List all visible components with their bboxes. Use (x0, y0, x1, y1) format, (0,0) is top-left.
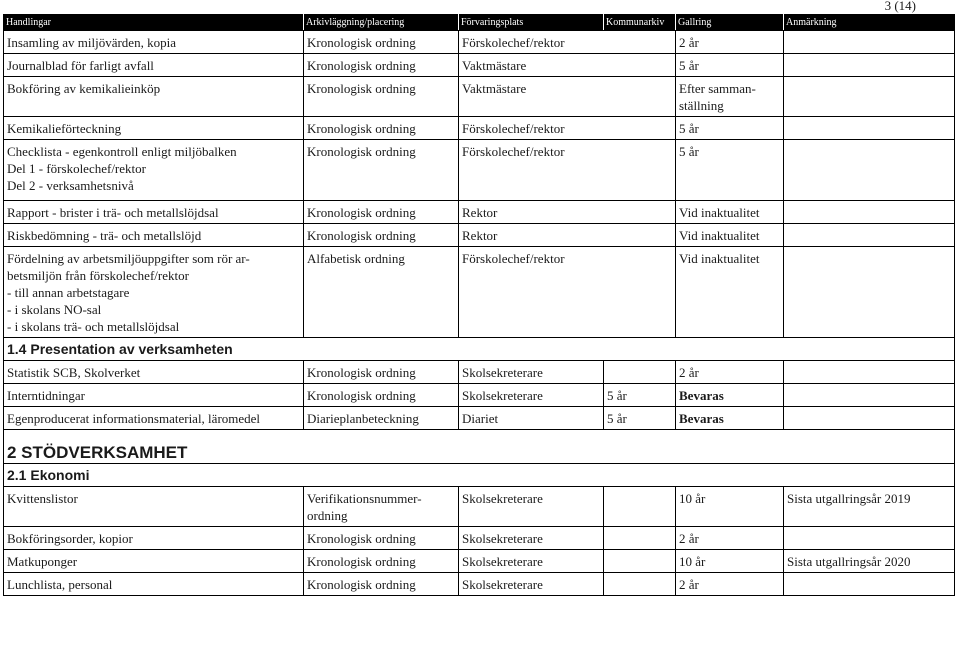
table-row (4, 201, 955, 224)
table-row (4, 247, 955, 338)
table-row (4, 361, 955, 384)
cell-handling: Journalblad för farligt avfall (4, 54, 304, 77)
cell-handling: Riskbedömning - trä- och metallslöjd (4, 224, 304, 247)
section-heading-row (4, 464, 955, 487)
column-header-arkivlaggning: Arkivläggning/placering (304, 15, 459, 31)
cell-gallring: Efter samman- ställning (676, 77, 784, 117)
archive-table (3, 14, 955, 596)
cell-plats: Skolsekreterare (459, 573, 604, 596)
cell-ordning: Kronologisk ordning (304, 384, 459, 407)
cell-anmarkning (784, 384, 955, 407)
cell-gallring: 5 år (676, 140, 784, 201)
cell-handling: Kemikalieförteckning (4, 117, 304, 140)
section-heading-row (4, 430, 955, 464)
cell-gallring: Bevaras (676, 384, 784, 407)
section-heading-2: 2 STÖDVERKSAMHET (4, 430, 955, 464)
cell-plats: Förskolechef/rektor (459, 247, 676, 338)
cell-gallring: 2 år (676, 31, 784, 54)
cell-ordning: Kronologisk ordning (304, 361, 459, 384)
table-row (4, 117, 955, 140)
cell-kommunarkiv: 5 år (604, 407, 676, 430)
cell-ordning: Kronologisk ordning (304, 573, 459, 596)
cell-plats: Skolsekreterare (459, 487, 604, 527)
cell-ordning: Alfabetisk ordning (304, 247, 459, 338)
cell-ordning: Kronologisk ordning (304, 54, 459, 77)
cell-plats: Diariet (459, 407, 604, 430)
table-row (4, 527, 955, 550)
cell-handling: Matkuponger (4, 550, 304, 573)
cell-gallring: 2 år (676, 527, 784, 550)
cell-gallring: 2 år (676, 361, 784, 384)
table-row (4, 54, 955, 77)
cell-anmarkning (784, 140, 955, 201)
cell-kommunarkiv (604, 361, 676, 384)
cell-plats: Förskolechef/rektor (459, 117, 676, 140)
cell-ordning: Kronologisk ordning (304, 224, 459, 247)
cell-gallring: 10 år (676, 550, 784, 573)
column-header-kommunarkiv: Kommunarkiv (604, 15, 676, 31)
cell-plats: Förskolechef/rektor (459, 31, 676, 54)
cell-handling: Statistik SCB, Skolverket (4, 361, 304, 384)
table-row (4, 487, 955, 527)
cell-anmarkning (784, 54, 955, 77)
cell-gallring: Vid inaktualitet (676, 201, 784, 224)
cell-plats: Skolsekreterare (459, 384, 604, 407)
cell-gallring: 10 år (676, 487, 784, 527)
column-header-anmarkning: Anmärkning (784, 15, 955, 31)
table-row (4, 224, 955, 247)
cell-kommunarkiv (604, 573, 676, 596)
cell-plats: Skolsekreterare (459, 361, 604, 384)
cell-kommunarkiv (604, 487, 676, 527)
cell-plats: Rektor (459, 224, 676, 247)
table-row (4, 140, 955, 201)
table-row (4, 407, 955, 430)
cell-anmarkning: Sista utgallringsår 2019 (784, 487, 955, 527)
section-heading-row (4, 338, 955, 361)
cell-ordning: Kronologisk ordning (304, 201, 459, 224)
cell-handling: Fördelning av arbetsmiljöuppgifter som rör ar- betsmiljön från förskolechef/rektor - till annan arbetstagare - i skolans NO-sal - i skolans trä- och metallslöjdsal (4, 247, 304, 338)
cell-gallring: Bevaras (676, 407, 784, 430)
section-heading-2-1: 2.1 Ekonomi (4, 464, 955, 487)
cell-anmarkning (784, 77, 955, 117)
cell-anmarkning (784, 573, 955, 596)
cell-gallring: 5 år (676, 117, 784, 140)
cell-handling: Bokföring av kemikalieinköp (4, 77, 304, 117)
cell-ordning: Kronologisk ordning (304, 140, 459, 201)
cell-ordning: Kronologisk ordning (304, 550, 459, 573)
cell-kommunarkiv (604, 550, 676, 573)
cell-plats: Vaktmästare (459, 77, 676, 117)
cell-ordning: Diarieplanbeteckning (304, 407, 459, 430)
cell-handling: Checklista - egenkontroll enligt miljöbalken Del 1 - förskolechef/rektor Del 2 - verksamhetsnivå (4, 140, 304, 201)
cell-kommunarkiv: 5 år (604, 384, 676, 407)
column-header-handlingar: Handlingar (4, 15, 304, 31)
cell-ordning: Verifikationsnummer- ordning (304, 487, 459, 527)
cell-plats: Rektor (459, 201, 676, 224)
cell-ordning: Kronologisk ordning (304, 117, 459, 140)
cell-anmarkning (784, 31, 955, 54)
table-header-row (4, 15, 955, 31)
column-header-gallring: Gallring (676, 15, 784, 31)
table-row (4, 384, 955, 407)
cell-gallring: 5 år (676, 54, 784, 77)
cell-plats: Förskolechef/rektor (459, 140, 676, 201)
cell-plats: Skolsekreterare (459, 550, 604, 573)
cell-ordning: Kronologisk ordning (304, 77, 459, 117)
cell-handling: Kvittenslistor (4, 487, 304, 527)
cell-gallring: 2 år (676, 573, 784, 596)
section-heading-1-4: 1.4 Presentation av verksamheten (4, 338, 955, 361)
cell-kommunarkiv (604, 527, 676, 550)
cell-anmarkning (784, 247, 955, 338)
cell-handling: Lunchlista, personal (4, 573, 304, 596)
cell-anmarkning (784, 224, 955, 247)
cell-plats: Vaktmästare (459, 54, 676, 77)
cell-ordning: Kronologisk ordning (304, 31, 459, 54)
table-row (4, 77, 955, 117)
cell-handling: Egenproducerat informationsmaterial, läromedel (4, 407, 304, 430)
column-header-forvaringsplats: Förvaringsplats (459, 15, 604, 31)
cell-anmarkning (784, 117, 955, 140)
cell-gallring: Vid inaktualitet (676, 224, 784, 247)
cell-ordning: Kronologisk ordning (304, 527, 459, 550)
page-number: 3 (14) (884, 0, 916, 13)
cell-handling: Rapport - brister i trä- och metallslöjdsal (4, 201, 304, 224)
cell-plats: Skolsekreterare (459, 527, 604, 550)
cell-anmarkning (784, 407, 955, 430)
cell-handling: Insamling av miljövärden, kopia (4, 31, 304, 54)
cell-gallring: Vid inaktualitet (676, 247, 784, 338)
cell-anmarkning: Sista utgallringsår 2020 (784, 550, 955, 573)
cell-anmarkning (784, 201, 955, 224)
cell-handling: Bokföringsorder, kopior (4, 527, 304, 550)
cell-handling: Interntidningar (4, 384, 304, 407)
cell-anmarkning (784, 361, 955, 384)
table-row (4, 550, 955, 573)
cell-anmarkning (784, 527, 955, 550)
table-row (4, 31, 955, 54)
table-row (4, 573, 955, 596)
